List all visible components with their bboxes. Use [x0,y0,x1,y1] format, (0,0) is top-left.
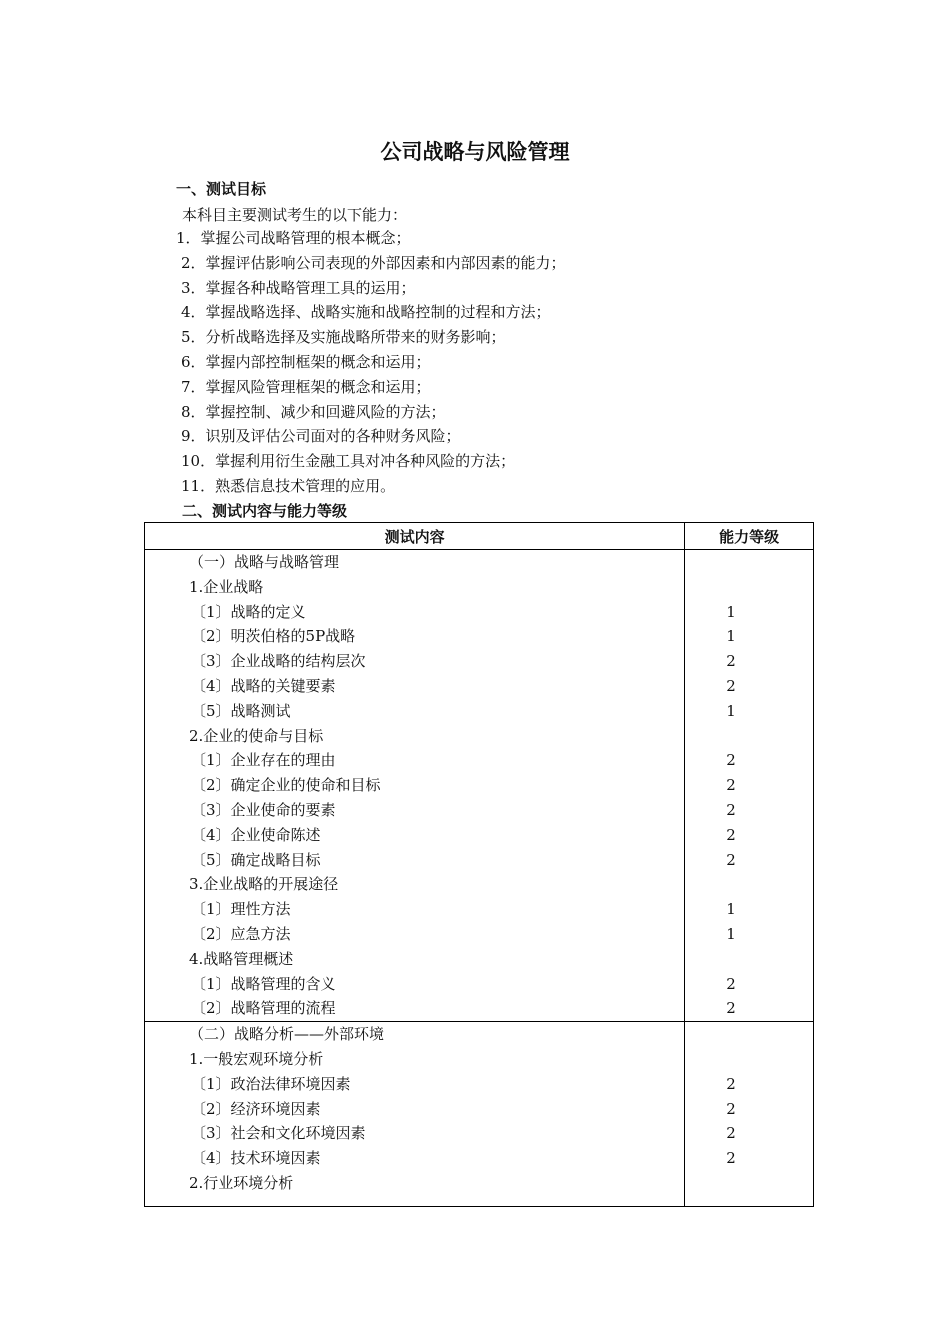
level-value: 1 [726,627,736,646]
table-bottom-spacer [685,1196,813,1206]
level-value [685,947,813,972]
level-value: 1 [726,900,736,919]
content-row: 〔2〕经济环境因素 [191,1099,321,1118]
content-row: 〔1〕企业存在的理由 [191,751,336,770]
content-row: 2.行业环境分析 [189,1173,294,1192]
content-row: 〔2〕确定企业的使命和目标 [191,776,381,795]
content-row: 〔5〕确定战略目标 [191,850,321,869]
goal-item: 11．熟悉信息技术管理的应用。 [181,476,396,495]
section-heading-goals: 一、测试目标 [176,180,267,198]
goal-item: 10．掌握利用衍生金融工具对冲各种风险的方法； [181,452,516,471]
content-row: 〔3〕社会和文化环境因素 [191,1124,366,1143]
table-section-1 [145,550,814,1022]
level-value: 2 [726,1149,736,1168]
goal-item: 1．掌握公司战略管理的根本概念； [176,229,411,247]
level-value: 2 [726,850,736,869]
table-bottom-spacer [145,1196,684,1206]
level-value: 2 [726,1124,736,1143]
goal-item: 7．掌握风险管理框架的概念和运用； [181,377,431,396]
level-value: 1 [726,924,736,943]
goals-list [176,229,566,502]
level-value: 2 [726,974,736,993]
level-value: 2 [726,652,736,671]
content-row: 1.企业战略 [189,577,264,596]
table-header-content: 测试内容 [145,523,685,550]
content-row: 〔1〕理性方法 [191,900,291,919]
goal-item: 8．掌握控制、减少和回避风险的方法； [181,402,446,421]
level-value [685,1022,813,1047]
content-row: （一）战略与战略管理 [189,553,340,571]
level-value [685,872,813,897]
level-value [685,1047,813,1072]
content-row: 〔4〕战略的关键要素 [191,676,336,695]
goal-item: 5．分析战略选择及实施战略所带来的财务影响； [181,328,506,347]
content-row: 〔2〕明茨伯格的5P战略 [191,627,356,646]
content-row: 2.企业的使命与目标 [189,726,324,745]
level-value: 2 [726,1074,736,1093]
content-row: 4.战略管理概述 [189,949,294,968]
level-value [685,550,813,575]
page-title: 公司战略与风险管理 [380,140,570,164]
level-value: 2 [726,1099,736,1118]
content-row: 〔4〕企业使命陈述 [191,825,321,844]
level-column [685,550,814,1022]
level-value: 2 [726,825,736,844]
level-value [685,575,813,600]
level-value: 2 [726,800,736,819]
level-value: 1 [726,602,736,621]
content-row: 〔2〕战略管理的流程 [191,999,336,1018]
content-row: 〔1〕战略管理的含义 [191,974,336,993]
goal-item: 4．掌握战略选择、战略实施和战略控制的过程和方法； [181,303,551,322]
content-row: 〔1〕政治法律环境因素 [191,1074,351,1093]
goal-item: 2．掌握评估影响公司表现的外部因素和内部因素的能力； [181,253,566,272]
level-value: 2 [726,776,736,795]
content-column [145,1022,685,1207]
content-row: 〔3〕企业使命的要素 [191,800,336,819]
content-row: （二）战略分析——外部环境 [189,1025,385,1044]
goal-item: 3．掌握各种战略管理工具的运用； [181,278,416,297]
goal-item: 6．掌握内部控制框架的概念和运用； [181,352,431,371]
goal-item: 9．识别及评估公司面对的各种财务风险； [181,427,461,446]
level-value [685,1171,813,1196]
content-row: 〔5〕战略测试 [191,701,291,720]
table-header-level: 能力等级 [685,523,814,550]
table-section-2 [145,1022,814,1207]
content-row: 〔3〕企业战略的结构层次 [191,652,366,671]
level-column [685,1022,814,1207]
level-value: 2 [726,999,736,1018]
content-row: 〔2〕应急方法 [191,924,291,943]
level-value: 1 [726,701,736,720]
content-row: 1.一般宏观环境分析 [189,1049,324,1068]
section-heading-content: 二、测试内容与能力等级 [182,502,348,520]
content-row: 3.企业战略的开展途径 [189,875,339,894]
level-value [685,724,813,749]
content-row: 〔4〕技术环境因素 [191,1149,321,1168]
level-value: 2 [726,676,736,695]
content-row: 〔1〕战略的定义 [191,602,306,621]
content-level-table [144,522,814,1207]
level-value: 2 [726,751,736,770]
goals-intro: 本科目主要测试考生的以下能力： [182,206,408,224]
content-column [145,550,685,1022]
